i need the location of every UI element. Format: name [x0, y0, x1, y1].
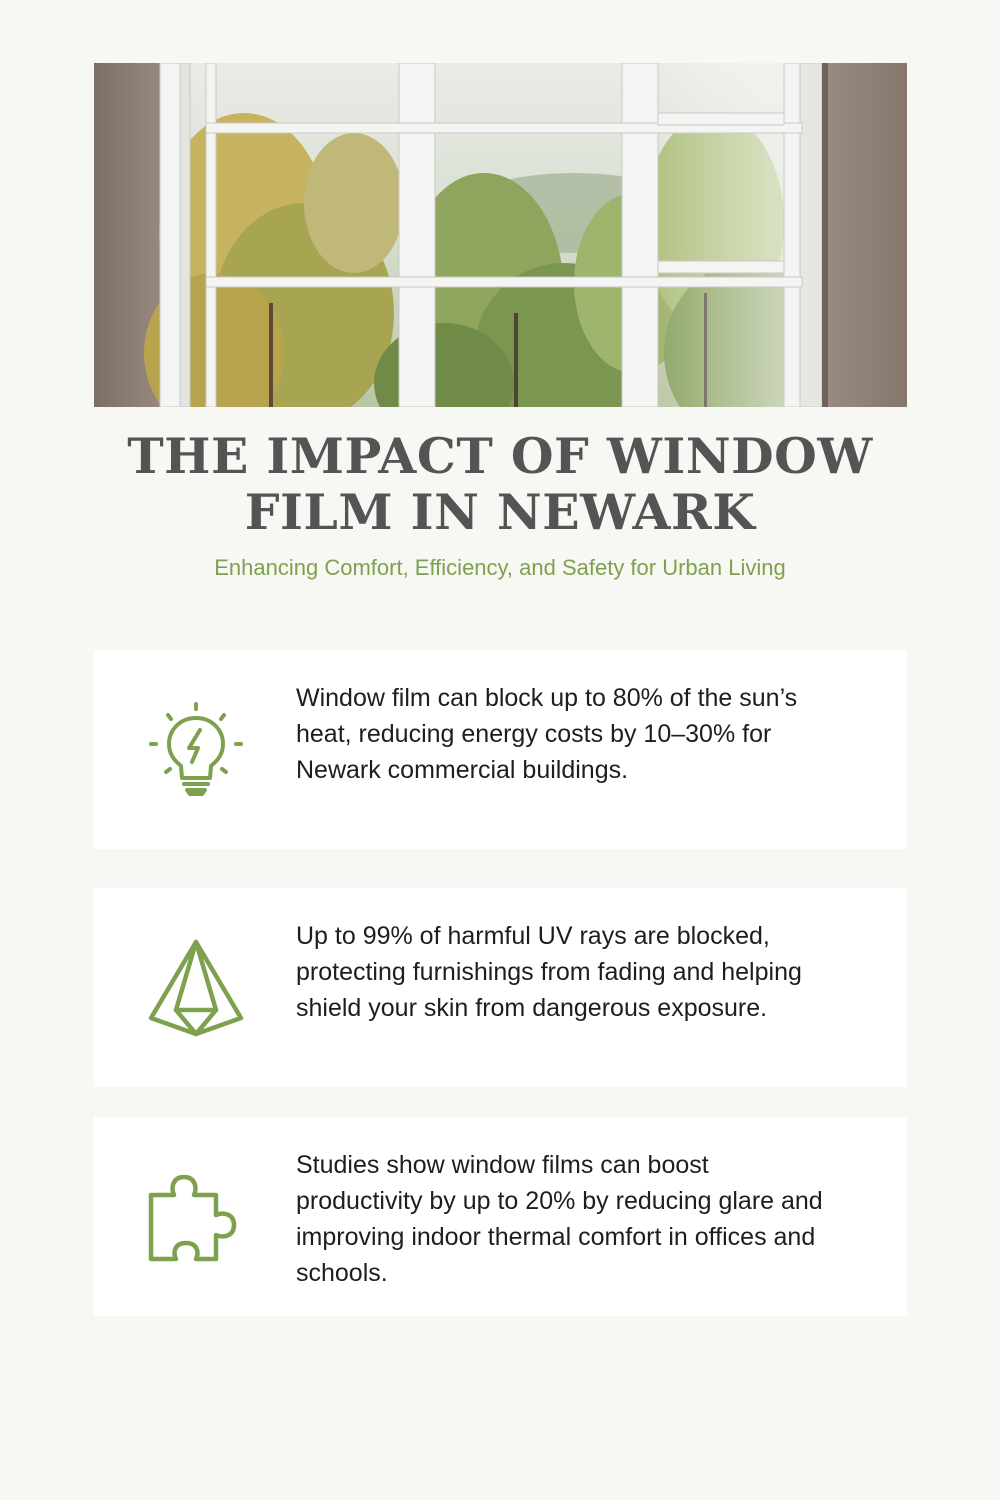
info-card-uv: [94, 888, 907, 1087]
page-title: [60, 428, 940, 540]
info-card-productivity: [94, 1117, 907, 1316]
card-text: Window film can block up to 80% of the sun’s heat, reducing energy costs by 10–30% for Newark commercial buildings.: [296, 684, 798, 784]
page-subtitle: Enhancing Comfort, Efficiency, and Safety for Urban Living: [214, 555, 786, 580]
pyramid-icon: [144, 936, 248, 1040]
puzzle-piece-icon: [144, 1165, 248, 1269]
lightbulb-bolt-icon: [144, 698, 248, 802]
window-photo: [94, 63, 907, 407]
title-line-1: THE IMPACT OF WINDOW: [127, 427, 873, 485]
card-text: Studies show window films can boost productivity by up to 20% by reducing glare and improving indoor thermal comfort in offices and schools.: [296, 1151, 823, 1287]
info-card-energy: [94, 650, 907, 849]
card-text: Up to 99% of harmful UV rays are blocked, protecting furnishings from fading and helping shield your skin from dangerous exposure.: [296, 922, 802, 1022]
hero-image: [94, 63, 907, 407]
title-line-2: FILM IN NEWARK: [244, 483, 756, 541]
